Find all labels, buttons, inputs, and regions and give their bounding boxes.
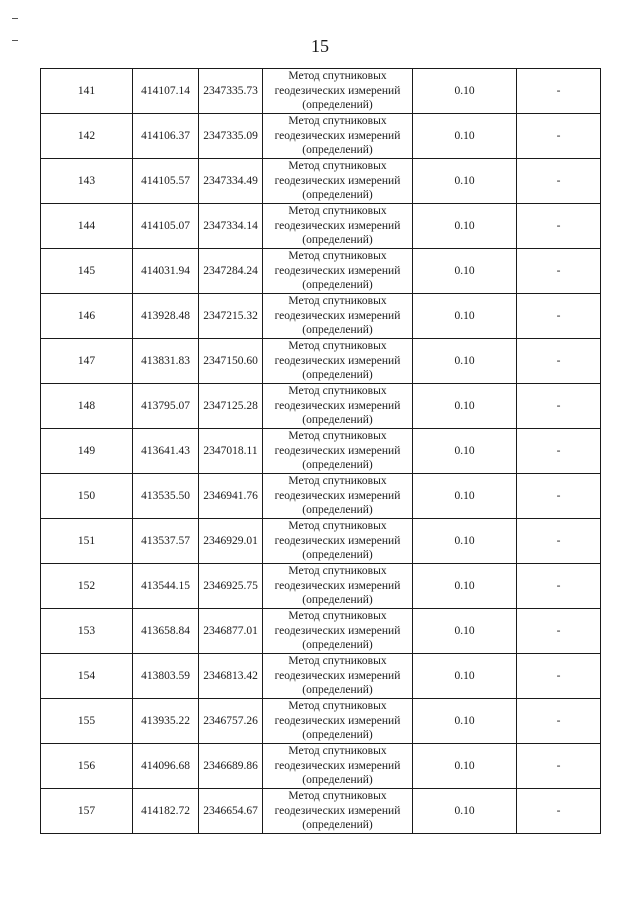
point-number-cell: 149 xyxy=(41,429,133,474)
table-row xyxy=(41,204,601,249)
description-cell: - xyxy=(517,744,601,789)
description-cell: - xyxy=(517,249,601,294)
method-line: Метод спутниковых xyxy=(288,430,387,443)
table-row xyxy=(41,249,601,294)
method-line: геодезических измерений xyxy=(274,84,401,97)
table-row xyxy=(41,69,601,114)
description-cell: - xyxy=(517,474,601,519)
x-coordinate-cell: 413831.83 xyxy=(133,339,199,384)
margin-mark xyxy=(12,40,18,41)
method-line: Метод спутниковых xyxy=(288,70,387,83)
table-row xyxy=(41,474,601,519)
method-line: (определений) xyxy=(302,639,373,652)
description-cell: - xyxy=(517,609,601,654)
y-coordinate-cell: 2346813.42 xyxy=(199,654,263,699)
method-line: Метод спутниковых xyxy=(288,790,387,803)
method-line: геодезических измерений xyxy=(274,669,401,682)
accuracy-cell: 0.10 xyxy=(413,564,517,609)
method-line: геодезических измерений xyxy=(274,444,401,457)
description-cell: - xyxy=(517,699,601,744)
description-cell: - xyxy=(517,519,601,564)
method-line: геодезических измерений xyxy=(274,489,401,502)
point-number-cell: 153 xyxy=(41,609,133,654)
accuracy-cell: 0.10 xyxy=(413,159,517,204)
description-cell: - xyxy=(517,114,601,159)
method-line: геодезических измерений xyxy=(274,714,401,727)
point-number-cell: 154 xyxy=(41,654,133,699)
method-cell xyxy=(263,339,413,384)
method-line: геодезических измерений xyxy=(274,759,401,772)
method-line: геодезических измерений xyxy=(274,174,401,187)
accuracy-cell: 0.10 xyxy=(413,249,517,294)
method-line: (определений) xyxy=(302,414,373,427)
point-number-cell: 152 xyxy=(41,564,133,609)
x-coordinate-cell: 414105.07 xyxy=(133,204,199,249)
description-cell: - xyxy=(517,69,601,114)
method-line: Метод спутниковых xyxy=(288,295,387,308)
coordinates-table xyxy=(40,68,601,834)
y-coordinate-cell: 2346757.26 xyxy=(199,699,263,744)
method-line: геодезических измерений xyxy=(274,354,401,367)
table-row xyxy=(41,609,601,654)
accuracy-cell: 0.10 xyxy=(413,294,517,339)
method-line: геодезических измерений xyxy=(274,219,401,232)
accuracy-cell: 0.10 xyxy=(413,789,517,834)
point-number-cell: 157 xyxy=(41,789,133,834)
method-line: (определений) xyxy=(302,234,373,247)
method-line: геодезических измерений xyxy=(274,804,401,817)
method-line: (определений) xyxy=(302,819,373,832)
x-coordinate-cell: 413537.57 xyxy=(133,519,199,564)
method-cell xyxy=(263,654,413,699)
accuracy-cell: 0.10 xyxy=(413,654,517,699)
method-cell xyxy=(263,609,413,654)
method-line: Метод спутниковых xyxy=(288,565,387,578)
accuracy-cell: 0.10 xyxy=(413,609,517,654)
method-line: (определений) xyxy=(302,99,373,112)
point-number-cell: 141 xyxy=(41,69,133,114)
method-cell xyxy=(263,429,413,474)
method-line: (определений) xyxy=(302,549,373,562)
x-coordinate-cell: 413795.07 xyxy=(133,384,199,429)
method-line: (определений) xyxy=(302,729,373,742)
table-row xyxy=(41,294,601,339)
x-coordinate-cell: 414107.14 xyxy=(133,69,199,114)
description-cell: - xyxy=(517,429,601,474)
y-coordinate-cell: 2347334.49 xyxy=(199,159,263,204)
x-coordinate-cell: 413803.59 xyxy=(133,654,199,699)
description-cell: - xyxy=(517,564,601,609)
point-number-cell: 146 xyxy=(41,294,133,339)
table-row xyxy=(41,159,601,204)
method-cell xyxy=(263,114,413,159)
table-body xyxy=(41,69,601,834)
description-cell: - xyxy=(517,204,601,249)
method-cell xyxy=(263,384,413,429)
method-cell xyxy=(263,789,413,834)
table-row xyxy=(41,789,601,834)
method-cell xyxy=(263,204,413,249)
method-cell xyxy=(263,294,413,339)
accuracy-cell: 0.10 xyxy=(413,699,517,744)
method-line: (определений) xyxy=(302,144,373,157)
method-line: геодезических измерений xyxy=(274,534,401,547)
x-coordinate-cell: 413544.15 xyxy=(133,564,199,609)
point-number-cell: 142 xyxy=(41,114,133,159)
y-coordinate-cell: 2346929.01 xyxy=(199,519,263,564)
table-row xyxy=(41,699,601,744)
table-row xyxy=(41,654,601,699)
method-line: геодезических измерений xyxy=(274,309,401,322)
page-number: 15 xyxy=(311,36,329,56)
description-cell: - xyxy=(517,654,601,699)
accuracy-cell: 0.10 xyxy=(413,474,517,519)
method-cell xyxy=(263,564,413,609)
accuracy-cell: 0.10 xyxy=(413,69,517,114)
point-number-cell: 148 xyxy=(41,384,133,429)
method-line: Метод спутниковых xyxy=(288,385,387,398)
y-coordinate-cell: 2346941.76 xyxy=(199,474,263,519)
method-line: Метод спутниковых xyxy=(288,700,387,713)
accuracy-cell: 0.10 xyxy=(413,339,517,384)
method-cell xyxy=(263,249,413,294)
point-number-cell: 143 xyxy=(41,159,133,204)
method-line: (определений) xyxy=(302,189,373,202)
method-line: геодезических измерений xyxy=(274,579,401,592)
method-cell xyxy=(263,699,413,744)
method-cell xyxy=(263,474,413,519)
point-number-cell: 151 xyxy=(41,519,133,564)
y-coordinate-cell: 2346925.75 xyxy=(199,564,263,609)
y-coordinate-cell: 2346877.01 xyxy=(199,609,263,654)
x-coordinate-cell: 413935.22 xyxy=(133,699,199,744)
accuracy-cell: 0.10 xyxy=(413,384,517,429)
method-line: геодезических измерений xyxy=(274,264,401,277)
method-line: (определений) xyxy=(302,279,373,292)
description-cell: - xyxy=(517,159,601,204)
method-line: геодезических измерений xyxy=(274,624,401,637)
y-coordinate-cell: 2347335.73 xyxy=(199,69,263,114)
y-coordinate-cell: 2347215.32 xyxy=(199,294,263,339)
accuracy-cell: 0.10 xyxy=(413,519,517,564)
x-coordinate-cell: 414182.72 xyxy=(133,789,199,834)
method-line: (определений) xyxy=(302,369,373,382)
description-cell: - xyxy=(517,339,601,384)
method-line: (определений) xyxy=(302,684,373,697)
method-line: Метод спутниковых xyxy=(288,340,387,353)
method-line: Метод спутниковых xyxy=(288,610,387,623)
method-line: Метод спутниковых xyxy=(288,520,387,533)
method-line: Метод спутниковых xyxy=(288,115,387,128)
table-row xyxy=(41,114,601,159)
point-number-cell: 145 xyxy=(41,249,133,294)
method-line: (определений) xyxy=(302,504,373,517)
y-coordinate-cell: 2346689.86 xyxy=(199,744,263,789)
method-line: Метод спутниковых xyxy=(288,745,387,758)
method-line: Метод спутниковых xyxy=(288,160,387,173)
table-row xyxy=(41,384,601,429)
method-line: Метод спутниковых xyxy=(288,475,387,488)
point-number-cell: 150 xyxy=(41,474,133,519)
method-cell xyxy=(263,519,413,564)
method-line: геодезических измерений xyxy=(274,399,401,412)
description-cell: - xyxy=(517,384,601,429)
table-row xyxy=(41,339,601,384)
x-coordinate-cell: 414106.37 xyxy=(133,114,199,159)
method-cell xyxy=(263,69,413,114)
method-line: (определений) xyxy=(302,594,373,607)
y-coordinate-cell: 2347018.11 xyxy=(199,429,263,474)
point-number-cell: 155 xyxy=(41,699,133,744)
method-line: (определений) xyxy=(302,324,373,337)
x-coordinate-cell: 414105.57 xyxy=(133,159,199,204)
margin-mark xyxy=(12,18,18,19)
x-coordinate-cell: 413641.43 xyxy=(133,429,199,474)
accuracy-cell: 0.10 xyxy=(413,114,517,159)
accuracy-cell: 0.10 xyxy=(413,429,517,474)
y-coordinate-cell: 2347284.24 xyxy=(199,249,263,294)
table-row xyxy=(41,429,601,474)
y-coordinate-cell: 2347125.28 xyxy=(199,384,263,429)
table-row xyxy=(41,519,601,564)
method-line: (определений) xyxy=(302,459,373,472)
x-coordinate-cell: 414031.94 xyxy=(133,249,199,294)
method-line: геодезических измерений xyxy=(274,129,401,142)
y-coordinate-cell: 2347150.60 xyxy=(199,339,263,384)
table-row xyxy=(41,564,601,609)
method-line: (определений) xyxy=(302,774,373,787)
y-coordinate-cell: 2347334.14 xyxy=(199,204,263,249)
y-coordinate-cell: 2347335.09 xyxy=(199,114,263,159)
x-coordinate-cell: 413658.84 xyxy=(133,609,199,654)
accuracy-cell: 0.10 xyxy=(413,204,517,249)
point-number-cell: 156 xyxy=(41,744,133,789)
method-cell xyxy=(263,744,413,789)
table-row xyxy=(41,744,601,789)
method-line: Метод спутниковых xyxy=(288,655,387,668)
method-cell xyxy=(263,159,413,204)
x-coordinate-cell: 413928.48 xyxy=(133,294,199,339)
method-line: Метод спутниковых xyxy=(288,250,387,263)
point-number-cell: 144 xyxy=(41,204,133,249)
point-number-cell: 147 xyxy=(41,339,133,384)
accuracy-cell: 0.10 xyxy=(413,744,517,789)
description-cell: - xyxy=(517,789,601,834)
method-line: Метод спутниковых xyxy=(288,205,387,218)
description-cell: - xyxy=(517,294,601,339)
y-coordinate-cell: 2346654.67 xyxy=(199,789,263,834)
x-coordinate-cell: 414096.68 xyxy=(133,744,199,789)
x-coordinate-cell: 413535.50 xyxy=(133,474,199,519)
